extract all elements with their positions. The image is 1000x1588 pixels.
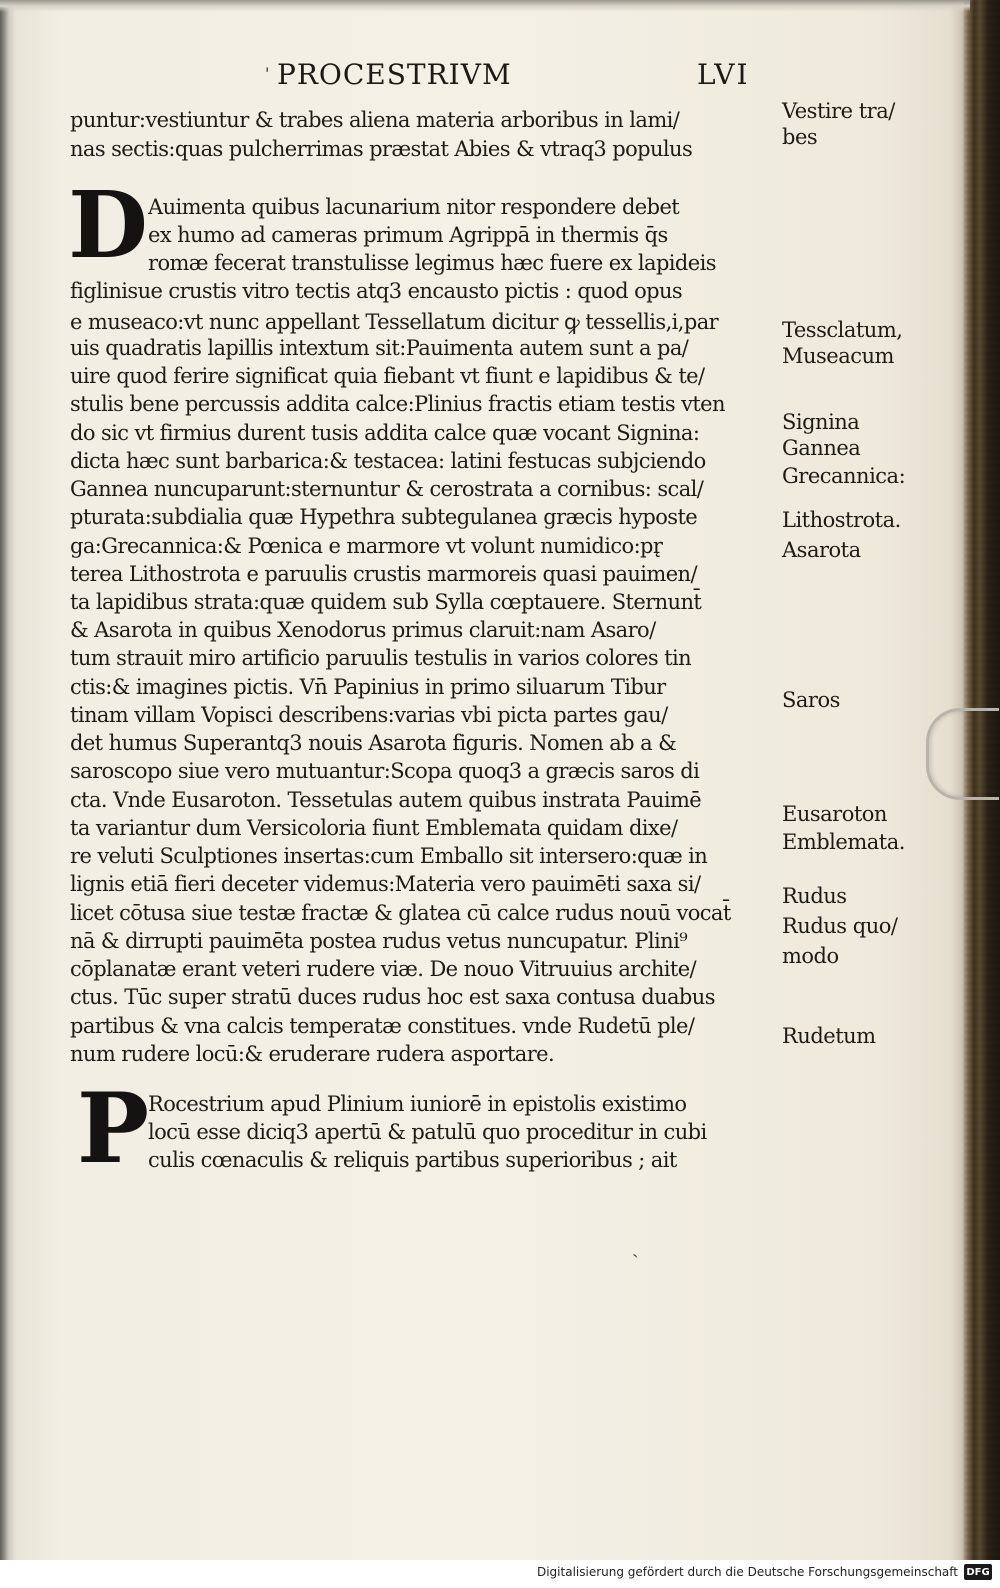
text-line: puntur:vestiuntur & trabes aliena materia arboribus in lami/ xyxy=(70,108,680,132)
margin-note: Saros xyxy=(782,688,840,712)
text-line: ex humo ad cameras primum Agrippā in thermis q̄s xyxy=(148,223,668,247)
text-line: ctis:& imagines pictis. Vn̄ Papinius in primo siluarum Tibur xyxy=(70,675,666,699)
text-line: re veluti Sculptiones insertas:cum Emballo sit intersero:quæ in xyxy=(70,844,708,868)
text-line: do sic vt firmius durent tusis addita calce quæ vocant Signina: xyxy=(70,421,700,445)
text-line: pturata:subdialia quæ Hypethra subtegulanea græcis hyposte xyxy=(70,505,698,529)
text-line: Gannea nuncuparunt:sternuntur & cerostrata a cornibus: scal/ xyxy=(70,477,704,501)
text-line: romæ fecerat transtulisse legimus hæc fuere ex lapideis xyxy=(148,251,716,275)
margin-note: Rudus quo/ xyxy=(782,914,898,938)
text-line: det humus Superantq3 nouis Asarota figuris. Nomen ab a & xyxy=(70,731,677,755)
margin-note: modo xyxy=(782,944,839,968)
text-line: num rudere locū:& eruderare rudera asportare. xyxy=(70,1042,555,1066)
text-line: cta. Vnde Eusaroton. Tessetulas autem quibus instrata Pauimē xyxy=(70,788,702,812)
margin-note: Tessclatum, xyxy=(782,318,903,342)
drop-initial-p: P xyxy=(76,1071,150,1185)
text-line: uire quod ferire significat quia fiebant vt fiunt e lapidibus & te/ xyxy=(70,364,705,388)
drop-initial-d: D xyxy=(68,171,148,279)
text-line: culis cœnaculis & reliquis partibus superioribus ; ait xyxy=(148,1148,677,1172)
page-top-edge xyxy=(0,0,970,12)
margin-note: Asarota xyxy=(782,538,861,562)
text-line: ta variantur dum Versicoloria fiunt Emblemata quidam dixe/ xyxy=(70,816,678,840)
running-head: PROCESTRIVM xyxy=(277,58,512,91)
text-line: dicta hæc sunt barbarica:& testacea: latini festucas subjciendo xyxy=(70,449,706,473)
text-line: locū esse diciq3 apertū & patulū quo proceditur in cubi xyxy=(148,1120,707,1144)
text-line: licet cōtusa siue testæ fractæ & glatea cū calce rudus nouū vocat̄ xyxy=(70,901,731,925)
margin-note: Grecannica: xyxy=(782,464,906,488)
text-line: ta lapidibus strata:quæ quidem sub Sylla cœptauere. Sternunt̄ xyxy=(70,590,702,614)
ink-speck: ˎ xyxy=(632,1234,639,1258)
text-line: stulis bene percussis addita calce:Plinius fractis etiam testis vten xyxy=(70,392,725,416)
text-line: nas sectis:quas pulcherrimas præstat Abies & vtraq3 populus xyxy=(70,137,693,161)
digitization-footer xyxy=(0,1560,1000,1588)
page-header xyxy=(0,58,960,98)
margin-note: Emblemata. xyxy=(782,830,905,854)
text-line: lignis etiā fieri deceter videmus:Materia vero pauimēti saxa si/ xyxy=(70,872,701,896)
text-line: ga:Grecannica:& Pœnica e marmore vt volunt numidico:pr̨ xyxy=(70,534,663,558)
text-line: Rocestrium apud Plinium iuniorē in epistolis existimo xyxy=(148,1092,687,1116)
margin-note: bes xyxy=(782,125,818,149)
margin-note: Rudus xyxy=(782,884,847,908)
text-line: tinam villam Vopisci describens:varias vbi picta partes gau/ xyxy=(70,703,668,727)
text-line: partibus & vna calcis temperatæ constitues. vnde Rudetū ple/ xyxy=(70,1014,695,1038)
margin-note: Rudetum xyxy=(782,1024,876,1048)
text-line: terea Lithostrota e paruulis crustis marmoreis quasi pauimen/ xyxy=(70,562,697,586)
margin-note: Museacum xyxy=(782,344,894,368)
folio-number: LVI xyxy=(697,58,750,91)
text-line: tum strauit miro artificio paruulis testulis in varios colores tin xyxy=(70,646,692,670)
margin-note: Gannea xyxy=(782,436,861,460)
text-line: nā & dirrupti pauimēta postea rudus vetus nuncupatur. Plini⁹ xyxy=(70,929,688,953)
text-line: saroscopo siue vero mutuantur:Scopa quoq3 a græcis saros di xyxy=(70,759,700,783)
text-line: uis quadratis lapillis intextum sit:Pauimenta autem sunt a pa/ xyxy=(70,336,689,360)
printer-mark: ' xyxy=(265,64,270,83)
text-line: cōplanatæ erant veteri rudere viæ. De nouo Vitruuius archite/ xyxy=(70,957,697,981)
margin-note: Eusaroton xyxy=(782,802,887,826)
dfg-logo: DFG xyxy=(964,1564,992,1580)
text-line: e museaco:vt nunc appellant Tessellatum dicitur ꝙ tessellis,i,par xyxy=(70,310,719,334)
text-line: ctus. Tūc super stratū duces rudus hoc est saxa contusa duabus xyxy=(70,985,715,1009)
page-clip xyxy=(926,708,999,800)
margin-note: Vestire tra/ xyxy=(782,99,895,123)
text-line: Auimenta quibus lacunarium nitor respondere debet xyxy=(148,195,680,219)
margin-note: Signina xyxy=(782,410,860,434)
text-line: figlinisue crustis vitro tectis atq3 encausto pictis : quod opus xyxy=(70,279,683,303)
text-line: & Asarota in quibus Xenodorus primus claruit:nam Asaro/ xyxy=(70,618,656,642)
margin-note: Lithostrota. xyxy=(782,508,901,532)
funding-credit: Digitalisierung gefördert durch die Deutsche Forschungsgemeinschaft xyxy=(536,1565,958,1579)
